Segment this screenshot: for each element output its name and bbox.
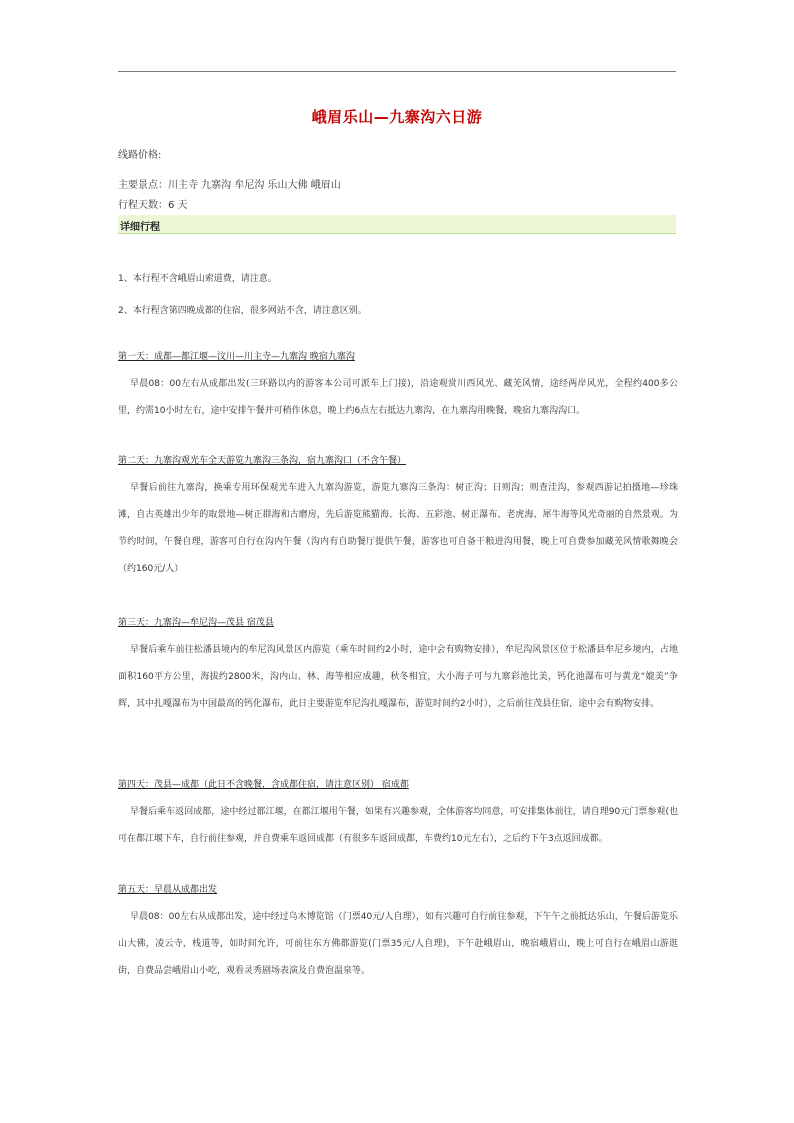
price-label: 线路价格: <box>118 150 162 161</box>
day-3-heading: 第三天：九寨沟—牟尼沟—茂县 宿茂县 <box>118 618 274 628</box>
day-1-text: 早晨08：00左右从成都出发(三环路以内的游客本公司可派车上门接)，沿途观赏川西风光、藏羌风情，途经两岸风光，全程约400多公里，约需10小时左右，途中安排午餐并可稍作休息，晚上约6点左右抵达九寨沟，在九寨沟用晚餐，晚宿九寨沟沟口。 <box>118 379 678 416</box>
day-4-text: 早餐后乘车返回成都，途中经过都江堰，在都江堰用午餐，如果有兴趣参观，全体游客均同意，可安排集体前往，请自理90元门票参观(也可在都江堰下车，自行前往参观，并自费乘车返回成都（有很多车返回成都，车费约10元左右），之后约下午3点返回成都。 <box>118 807 678 844</box>
header-rule <box>118 71 676 72</box>
day-5-text: 早晨08：00左右从成都出发，途中经过乌木博览馆（门票40元/人自理），如有兴趣可自行前往参观，下午午之前抵达乐山，午餐后游览乐山大佛，凌云寺，栈道等，如时间允许，可前往东方佛都游览(门票35元/人自理)，下午赴峨眉山，晚宿峨眉山，晚上可自行在峨眉山游逛街，自费品尝峨眉山小吃，观看灵秀剧场表演及自费泡温泉等。 <box>118 912 678 976</box>
attractions-line: 主要景点：川主寺 九寨沟 牟尼沟 乐山大佛 峨眉山 <box>118 180 341 191</box>
section-heading: 详细行程 <box>120 222 160 233</box>
day-5-heading: 第五天：早晨从成都出发 <box>118 885 218 895</box>
day-2-text: 早餐后前往九寨沟，换乘专用环保观光车进入九寨沟游览，游览九寨沟三条沟：树正沟；日则沟；则查洼沟，参观西游记拍摄地—珍珠滩，自古英雄出少年的取景地—树正群海和古磨房，先后游览熊猫海、长海、五彩池、树正瀑布、老虎海、犀牛海等风光奇丽的自然景观。为节约时间，午餐自理，游客可自行在沟内午餐（沟内有自助餐厅提供午餐，游客也可自备干粮进沟用餐，晚上可自费参加藏羌风情歌舞晚会（约160元/人） <box>118 483 678 574</box>
note-1: 1、本行程不含峨眉山索道费，请注意。 <box>118 274 277 284</box>
day-1-heading: 第一天：成都—都江堰—汶川—川主寺—九寨沟 晚宿九寨沟 <box>118 352 355 362</box>
note-2: 2、本行程含第四晚成都的住宿，很多网站不含，请注意区别。 <box>118 306 367 316</box>
page-title: 峨眉乐山—九寨沟六日游 <box>311 108 483 126</box>
day-2-heading: 第二天：九寨沟观光车全天游览九寨沟三条沟，宿九寨沟口（不含午餐） <box>118 456 407 466</box>
section-heading-bar <box>118 215 676 234</box>
days-line: 行程天数：6 天 <box>118 200 188 211</box>
day-3-text: 早餐后乘车前往松潘县境内的牟尼沟风景区内游览（乘车时间约2小时，途中会有购物安排），牟尼沟风景区位于松潘县牟尼乡境内，占地面积160平方公里，海拔约2800米，沟内山、林、海等相应成趣，秋冬相宜，大小海子可与九寨彩池比美，钙化池瀑布可与黄龙“媲美”争辉，其中扎嘎瀑布为中国最高的钙化瀑布，此日主要游览牟尼沟扎嘎瀑布，游览时间约2小时），之后前往茂县住宿，途中会有购物安排。 <box>118 645 678 709</box>
day-4-heading: 第四天：茂县—成都（此日不含晚餐，含成都住宿，请注意区别） 宿成都 <box>118 780 409 790</box>
